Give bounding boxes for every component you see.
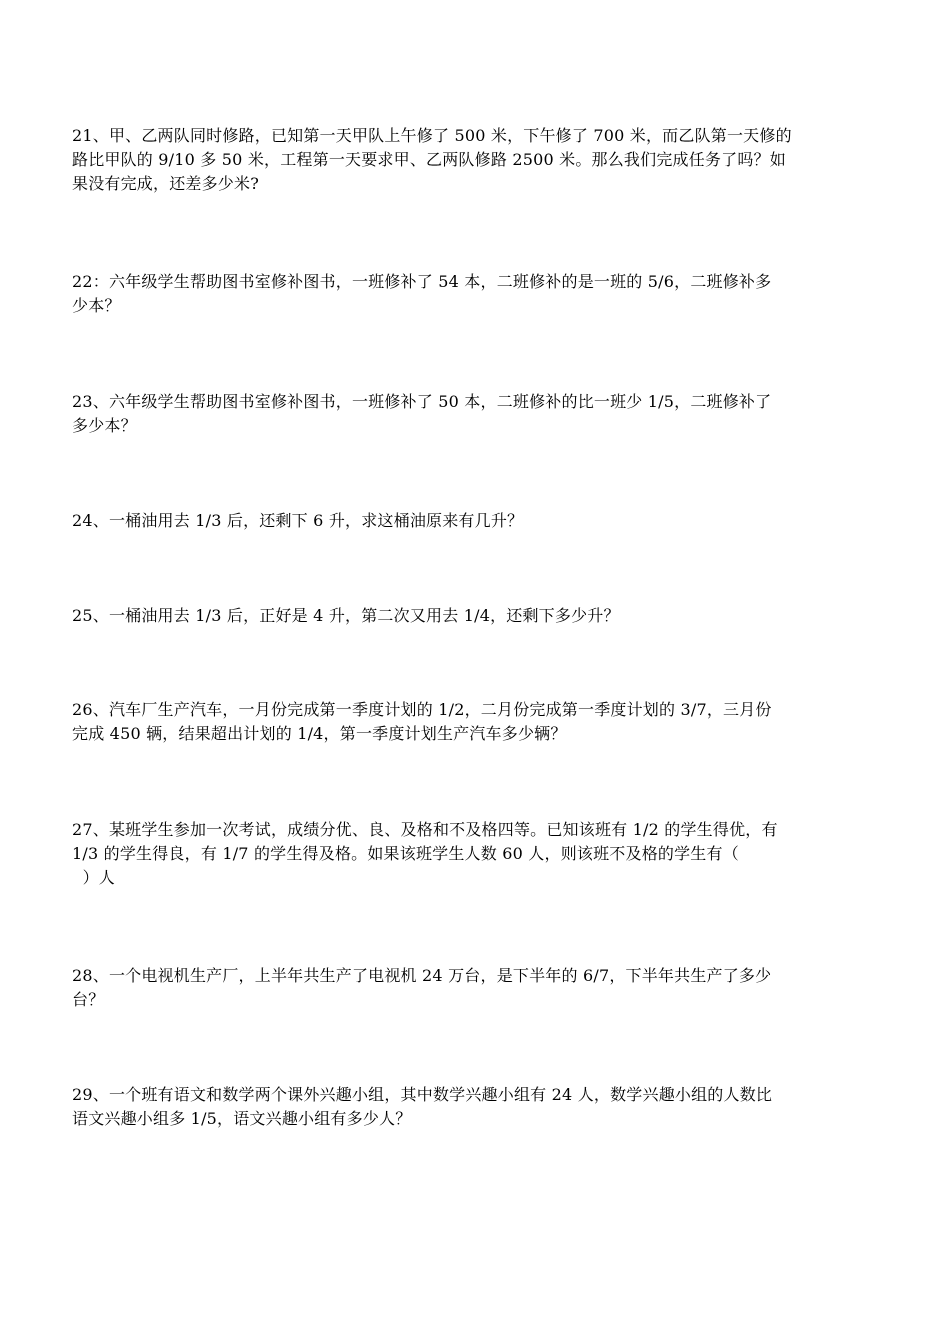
problem-line: 1/3 的学生得良，有 1/7 的学生得及格。如果该班学生人数 60 人，则该班不及格的学生有（ bbox=[72, 844, 739, 863]
problem-line: 21、甲、乙两队同时修路，已知第一天甲队上午修了 500 米，下午修了 700 米，而乙队第一天修的 bbox=[72, 126, 792, 145]
problem-line: ）人 bbox=[72, 868, 115, 887]
problem-line: 22：六年级学生帮助图书室修补图书，一班修补了 54 本，二班修补的是一班的 5/6，二班修补多 bbox=[72, 272, 772, 291]
problem-line: 多少本？ bbox=[72, 416, 137, 435]
problem-line: 完成 450 辆，结果超出计划的 1/4，第一季度计划生产汽车多少辆？ bbox=[72, 724, 567, 743]
problem-27 bbox=[72, 818, 872, 890]
problem-line: 路比甲队的 9/10 多 50 米，工程第一天要求甲、乙两队修路 2500 米。那么我们完成任务了吗？如 bbox=[72, 150, 786, 169]
problem-25 bbox=[72, 604, 872, 628]
problem-line: 26、汽车厂生产汽车，一月份完成第一季度计划的 1/2，二月份完成第一季度计划的 3/7，三月份 bbox=[72, 700, 772, 719]
problem-21 bbox=[72, 124, 872, 196]
problem-line: 28、一个电视机生产厂，上半年共生产了电视机 24 万台，是下半年的 6/7，下半年共生产了多少 bbox=[72, 966, 772, 985]
problem-28 bbox=[72, 964, 872, 1012]
problem-26 bbox=[72, 698, 872, 746]
problem-24 bbox=[72, 509, 872, 533]
problem-line: 23、六年级学生帮助图书室修补图书，一班修补了 50 本，二班修补的比一班少 1/5，二班修补了 bbox=[72, 392, 772, 411]
problem-22 bbox=[72, 270, 872, 318]
problem-line: 台？ bbox=[72, 990, 105, 1009]
problem-line: 果没有完成，还差多少米? bbox=[72, 174, 259, 193]
problem-line: 24、一桶油用去 1/3 后，还剩下 6 升，求这桶油原来有几升？ bbox=[72, 511, 524, 530]
problem-line: 29、一个班有语文和数学两个课外兴趣小组，其中数学兴趣小组有 24 人，数学兴趣小组的人数比 bbox=[72, 1085, 773, 1104]
problem-line: 少本？ bbox=[72, 296, 121, 315]
problem-line: 25、一桶油用去 1/3 后，正好是 4 升，第二次又用去 1/4，还剩下多少升？ bbox=[72, 606, 620, 625]
problem-line: 语文兴趣小组多 1/5，语文兴趣小组有多少人？ bbox=[72, 1109, 412, 1128]
problem-line: 27、某班学生参加一次考试，成绩分优、良、及格和不及格四等。已知该班有 1/2 的学生得优，有 bbox=[72, 820, 778, 839]
problem-29 bbox=[72, 1083, 872, 1131]
problem-23 bbox=[72, 390, 872, 438]
